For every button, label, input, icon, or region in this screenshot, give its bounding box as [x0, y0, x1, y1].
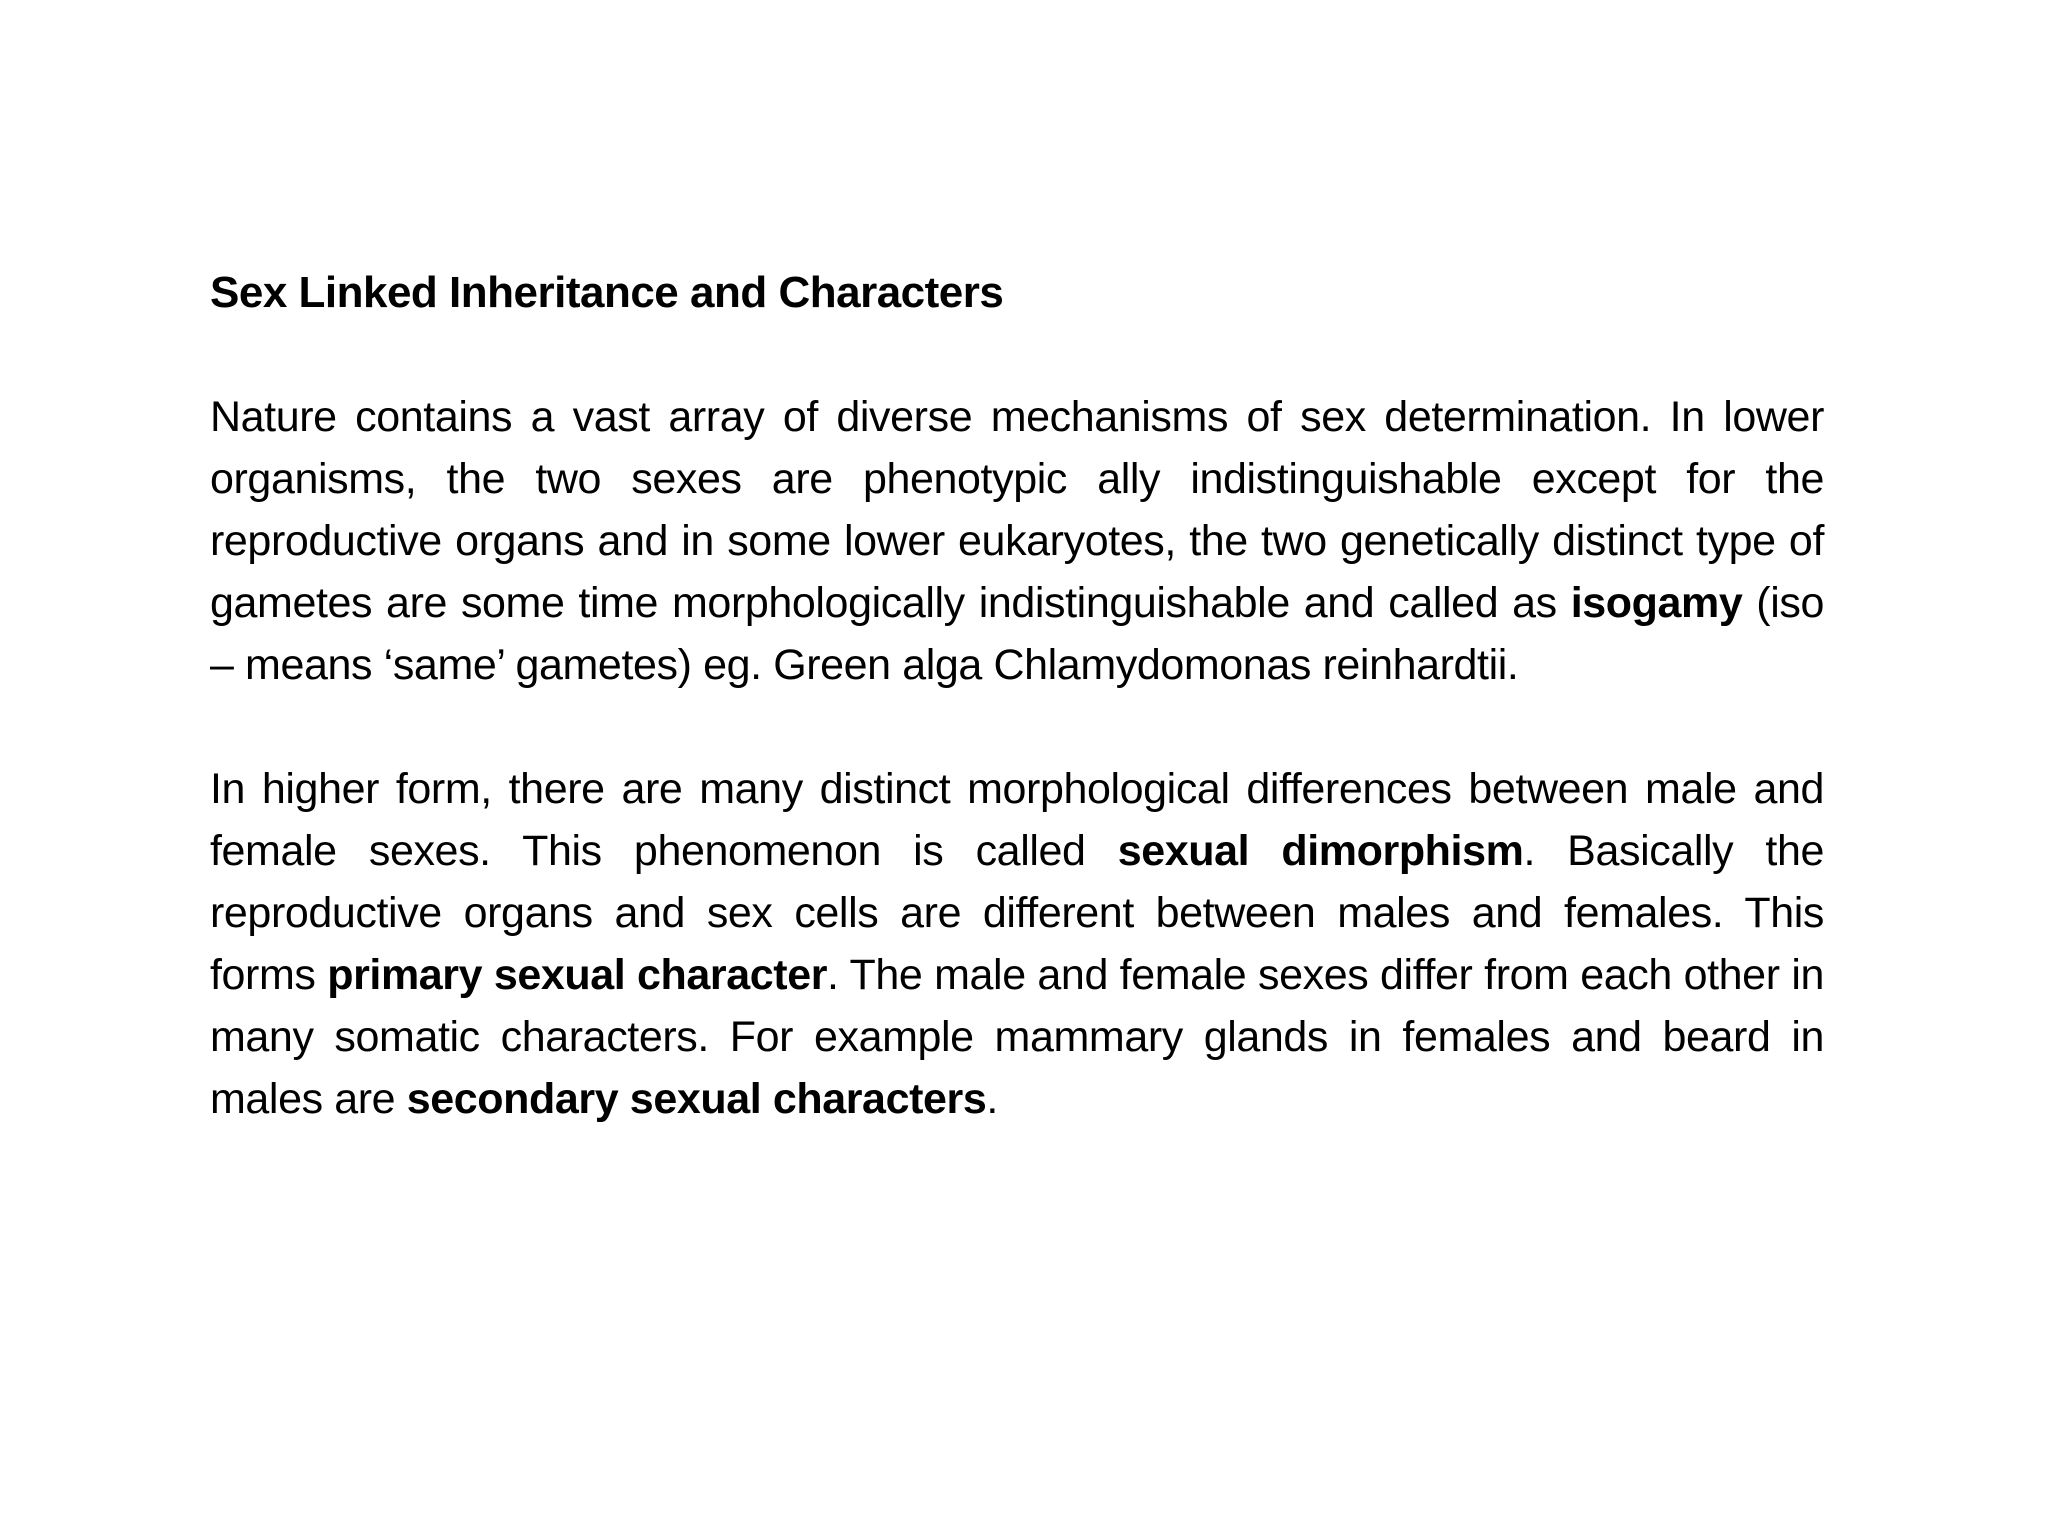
paragraph-text: (iso – means ‘same’ gametes) eg. Green alga Chlamydomonas reinhardtii. [210, 579, 1824, 689]
paragraph-text: . The male and female sexes differ from each other in many somatic characters. For example mammary glands in females and beard in males are [210, 951, 1824, 1123]
term-secondary-sexual-characters: secondary sexual characters [406, 1075, 987, 1123]
document-title: Sex Linked Inheritance and Characters [210, 268, 1004, 317]
paragraph-isogamy [210, 386, 1824, 696]
paragraph-text: . Basically the reproductive organs and sex cells are different between males and females. This forms [210, 827, 1824, 999]
paragraph-text: In higher form, there are many distinct morphological differences between male and female sexes. This phenomenon is called [210, 765, 1824, 875]
document-body [210, 262, 1824, 1192]
term-primary-sexual-character: primary sexual character [327, 951, 828, 999]
term-sexual-dimorphism: sexual dimorphism [1117, 827, 1524, 875]
paragraph-sexual-dimorphism [210, 758, 1824, 1130]
paragraph-text: Nature contains a vast array of diverse mechanisms of sex determination. In lower organisms, the two sexes are phenotypic ally indistinguishable except for the reproductive organs and in some lower eukaryotes, the two genetically distinct type of gametes are some time morphologically indistinguishable and called as [210, 393, 1824, 627]
paragraph-text: . [986, 1075, 998, 1123]
term-isogamy: isogamy [1570, 579, 1743, 627]
